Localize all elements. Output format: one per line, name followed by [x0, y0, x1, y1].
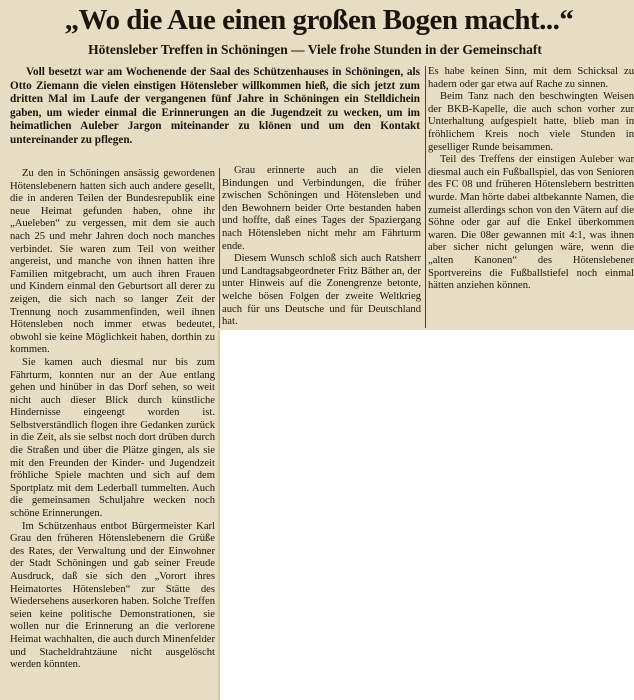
- article-column-2: [222, 165, 421, 329]
- column-1-paragraph: Zu den in Schöningen ansässig gewordenen Hötenslebenern hatten sich auch andere gesellt, die in anderen Teilen der Bundesrepublik eine neue Heimat gefunden haben, ohne ihr „Aueleben“ zu vergessen, mit dem sie auch nach 25 und mehr Jahren doch noch manches verbindet. Sie waren zum Teil von weither angereist, und manche von ihnen hatten ihre Familien mitgebracht, um auch ihren Frauen und Kindern einmal den Geburtsort all derer zu zeigen, die sich nach so langer Zeit der Trennung noch zusammenfinden, weil ihnen Hötensleben noch immer etwas bedeutet, obwohl sie keine Möglichkeit haben, dorthin zu kommen.: [10, 168, 215, 356]
- article-subheadline: Hötensleber Treffen in Schöningen — Viele frohe Stunden in der Gemeinschaft: [88, 42, 542, 57]
- article-column-1: [10, 168, 215, 672]
- article-column-3: [428, 66, 634, 293]
- column-divider-a-b: [219, 168, 220, 328]
- column-3-paragraph: Teil des Treffens der einstigen Auleber war diesmal auch ein Fußballspiel, das von Senioren des FC 08 und früheren Hötenslebern bestritten wurde. Man hörte dabei altbekannte Namen, die zumeist allerdings schon von den Vätern auf die Söhne oder gar auf die Enkel überkommen waren. Die 08er gewannen mit 4:1, was ihnen aber sicher nicht gelungen wäre, wenn die „alten Kanonen“ des Hötenslebener Sportvereins die Fußballstiefel noch einmal hätten anziehen können.: [428, 154, 634, 292]
- column-3-paragraph: Es habe keinen Sinn, mit dem Schicksal zu hadern oder gar etwa auf Rache zu sinnen.: [428, 66, 634, 90]
- column-1-paragraph: Im Schützenhaus entbot Bürgermeister Karl Grau den früheren Hötenslebenern die Grüße des Rates, der Verwaltung und der Einwohner der Stadt Schöningen und gab seiner Freude Ausdruck, daß sie sich den „Vorort ihres Heimatortes Hötensleben“ zur Stätte des Wiedersehens auserkoren haben. Solche Treffen seien keine politische Demonstrationen, sie wollen nur die Erinnerung an die verlorene Heimat wachhalten, die auch durch Minenfelder und Stacheldrahtzäune nicht ausgelöscht werden könnten.: [10, 520, 215, 671]
- column-2-paragraph: Grau erinnerte auch an die vielen Bindungen und Verbindungen, die früher zwischen Schöningen und Hötensleben und den Bewohnern beider Orte bestanden haben und hoffte, daß eines Tages der Spaziergang nach Hötensleben nicht mehr am Fährturm ende.: [222, 165, 421, 252]
- article-lead-paragraph: Voll besetzt war am Wochenende der Saal des Schützenhauses in Schöningen, als Otto Ziemann die vielen einstigen Hötensleber willkommen hieß, die sich jetzt zum dritten Mal im Laufe der vergangenen fünf Jahre in Schöningen ein Stelldichein gaben, um wieder einmal die Erinnerungen an die Jugendzeit zu wecken, um im heimatlichen Auleber Jargon miteinander zu klönen und um den Kontakt untereinander zu pflegen.: [10, 66, 420, 146]
- article-headline: „Wo die Aue einen großen Bogen macht...“: [64, 4, 574, 36]
- clipping-edge-shadow: [218, 330, 220, 700]
- column-divider-lead-c: [425, 66, 426, 328]
- column-3-paragraph: Beim Tanz nach den beschwingten Weisen der BKB-Kapelle, die auch schon vorher zur Unterhaltung aufgespielt hatte, blieb man in fröhlichem Kreis noch viele Stunden in geselliger Runde beisammen.: [428, 91, 634, 153]
- column-2-paragraph: Diesem Wunsch schloß sich auch Ratsherr und Landtagsabgeordneter Fritz Bäther an, der unter Hinweis auf die Zonengrenze betonte, welche bösen Folgen der zweite Weltkrieg auch für uns Deutsche und für Deutschland hat.: [222, 253, 421, 328]
- column-1-paragraph: Sie kamen auch diesmal nur bis zum Fährturm, konnten nur an der Aue entlang gehen und hinüber in das Dorf sehen, so weit nicht auch dieser Blick durch künstliche Hindernisse eingeengt worden ist. Selbstverständlich flogen ihre Gedanken zurück in die Zeit, als sie selbst noch dort drüben durch die Straßen und über die Plätze gingen, als sie mit den Freunden der Kinder- und Jugendzeit fröhliche Spiele machten und sich auf dem Sportplatz mit dem Lederball tummelten. Auch die gemeinsamen Schuljahre wecken noch schöne Erinnerungen.: [10, 356, 215, 520]
